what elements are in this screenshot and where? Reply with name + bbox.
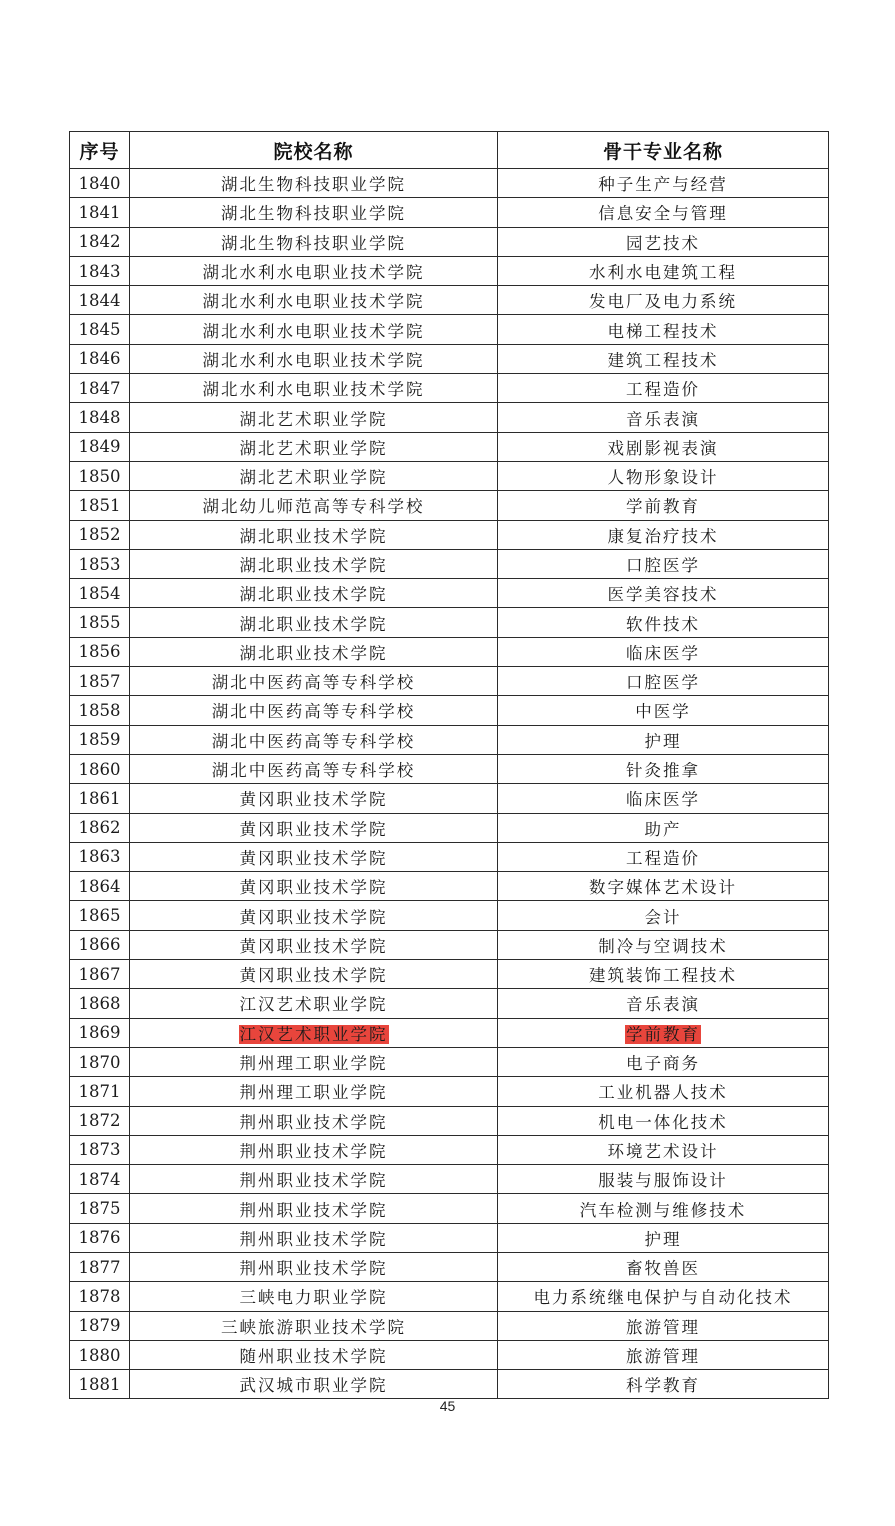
serial-number-cell: 1878 [70, 1282, 130, 1311]
serial-number-cell: 1841 [70, 198, 130, 227]
major-name-cell: 汽车检测与维修技术 [498, 1194, 829, 1223]
school-name-cell: 黄冈职业技术学院 [130, 813, 498, 842]
school-name-cell: 湖北职业技术学院 [130, 579, 498, 608]
table-row [70, 696, 829, 725]
school-name-cell: 荆州理工职业学院 [130, 1047, 498, 1076]
table-row [70, 491, 829, 520]
serial-number-cell: 1865 [70, 901, 130, 930]
major-name-cell: 针灸推拿 [498, 754, 829, 783]
table-row [70, 198, 829, 227]
major-name-cell: 康复治疗技术 [498, 520, 829, 549]
school-name-cell: 湖北水利水电职业技术学院 [130, 344, 498, 373]
table-row [70, 989, 829, 1018]
table-row [70, 461, 829, 490]
major-name-cell: 建筑装饰工程技术 [498, 960, 829, 989]
table-row [70, 1223, 829, 1252]
serial-number-cell: 1842 [70, 227, 130, 256]
school-name-cell: 黄冈职业技术学院 [130, 901, 498, 930]
school-name-cell: 三峡电力职业学院 [130, 1282, 498, 1311]
major-name-cell: 旅游管理 [498, 1340, 829, 1369]
school-name-cell: 三峡旅游职业技术学院 [130, 1311, 498, 1340]
school-name-cell: 湖北水利水电职业技术学院 [130, 286, 498, 315]
serial-number-cell: 1873 [70, 1135, 130, 1164]
table-row [70, 960, 829, 989]
major-name-cell: 信息安全与管理 [498, 198, 829, 227]
table-body [70, 169, 829, 1399]
table-row [70, 227, 829, 256]
serial-number-cell: 1840 [70, 169, 130, 198]
school-name-cell: 荆州职业技术学院 [130, 1106, 498, 1135]
table-row [70, 1252, 829, 1281]
table-row [70, 403, 829, 432]
major-name-cell: 制冷与空调技术 [498, 930, 829, 959]
table-row [70, 432, 829, 461]
major-name-cell: 旅游管理 [498, 1311, 829, 1340]
major-name-cell: 工程造价 [498, 842, 829, 871]
major-name-cell: 护理 [498, 1223, 829, 1252]
major-name-cell: 环境艺术设计 [498, 1135, 829, 1164]
table-row [70, 549, 829, 578]
major-name-cell: 畜牧兽医 [498, 1252, 829, 1281]
serial-number-cell: 1877 [70, 1252, 130, 1281]
header-row [70, 132, 829, 169]
major-name-cell: 戏剧影视表演 [498, 432, 829, 461]
serial-number-cell: 1876 [70, 1223, 130, 1252]
table-row [70, 1047, 829, 1076]
school-name-cell: 黄冈职业技术学院 [130, 842, 498, 871]
school-name-cell: 荆州职业技术学院 [130, 1165, 498, 1194]
school-name-cell: 湖北中医药高等专科学校 [130, 696, 498, 725]
school-name-cell: 荆州职业技术学院 [130, 1223, 498, 1252]
major-name-cell: 电梯工程技术 [498, 315, 829, 344]
school-name-cell: 黄冈职业技术学院 [130, 930, 498, 959]
major-name-cell: 人物形象设计 [498, 461, 829, 490]
highlighted-school-name: 江汉艺术职业学院 [239, 1024, 388, 1044]
table-row [70, 930, 829, 959]
page-number: 45 [439, 1398, 456, 1414]
table-row [70, 1311, 829, 1340]
major-name-cell: 音乐表演 [498, 989, 829, 1018]
school-name-cell: 荆州职业技术学院 [130, 1252, 498, 1281]
serial-number-cell: 1875 [70, 1194, 130, 1223]
serial-number-cell: 1874 [70, 1165, 130, 1194]
serial-number-cell: 1872 [70, 1106, 130, 1135]
major-name-cell: 建筑工程技术 [498, 344, 829, 373]
school-name-cell: 湖北艺术职业学院 [130, 432, 498, 461]
serial-number-cell: 1843 [70, 256, 130, 285]
serial-number-cell: 1845 [70, 315, 130, 344]
major-name-cell: 软件技术 [498, 608, 829, 637]
major-name-cell: 学前教育 [498, 491, 829, 520]
major-name-cell: 服装与服饰设计 [498, 1165, 829, 1194]
table-row [70, 520, 829, 549]
serial-number-cell: 1871 [70, 1077, 130, 1106]
school-name-cell: 湖北艺术职业学院 [130, 403, 498, 432]
table-row [70, 315, 829, 344]
serial-number-cell: 1853 [70, 549, 130, 578]
school-name-cell: 湖北幼儿师范高等专科学校 [130, 491, 498, 520]
table-row [70, 754, 829, 783]
serial-number-cell: 1859 [70, 725, 130, 754]
serial-number-cell: 1848 [70, 403, 130, 432]
major-name-cell: 中医学 [498, 696, 829, 725]
school-name-cell: 湖北职业技术学院 [130, 637, 498, 666]
serial-number-cell: 1867 [70, 960, 130, 989]
major-name-cell: 护理 [498, 725, 829, 754]
school-name-cell: 湖北中医药高等专科学校 [130, 667, 498, 696]
school-name-cell: 湖北职业技术学院 [130, 520, 498, 549]
serial-number-cell: 1844 [70, 286, 130, 315]
table-row [70, 901, 829, 930]
serial-number-cell: 1862 [70, 813, 130, 842]
serial-number-cell: 1879 [70, 1311, 130, 1340]
serial-number-cell: 1856 [70, 637, 130, 666]
table-row [70, 842, 829, 871]
table-row [70, 667, 829, 696]
serial-number-cell: 1863 [70, 842, 130, 871]
header-serial-number: 序号 [70, 132, 130, 169]
serial-number-cell: 1847 [70, 374, 130, 403]
serial-number-cell: 1866 [70, 930, 130, 959]
serial-number-cell: 1880 [70, 1340, 130, 1369]
table-row [70, 1194, 829, 1223]
school-name-cell: 湖北中医药高等专科学校 [130, 754, 498, 783]
school-name-cell: 江汉艺术职业学院 [130, 989, 498, 1018]
school-name-cell: 湖北职业技术学院 [130, 608, 498, 637]
serial-number-cell: 1855 [70, 608, 130, 637]
major-name-cell: 会计 [498, 901, 829, 930]
serial-number-cell: 1854 [70, 579, 130, 608]
major-name-cell: 临床医学 [498, 637, 829, 666]
serial-number-cell: 1858 [70, 696, 130, 725]
school-name-cell: 荆州理工职业学院 [130, 1077, 498, 1106]
school-name-cell: 黄冈职业技术学院 [130, 960, 498, 989]
serial-number-cell: 1860 [70, 754, 130, 783]
major-name-cell: 工业机器人技术 [498, 1077, 829, 1106]
table-row [70, 608, 829, 637]
major-name-cell: 音乐表演 [498, 403, 829, 432]
table-row [70, 725, 829, 754]
major-name-cell: 口腔医学 [498, 549, 829, 578]
school-name-cell: 湖北水利水电职业技术学院 [130, 315, 498, 344]
major-name-cell: 电子商务 [498, 1047, 829, 1076]
table-row [70, 1370, 829, 1399]
serial-number-cell: 1881 [70, 1370, 130, 1399]
school-name-cell: 湖北水利水电职业技术学院 [130, 256, 498, 285]
major-name-cell: 助产 [498, 813, 829, 842]
serial-number-cell: 1850 [70, 461, 130, 490]
major-name-cell: 口腔医学 [498, 667, 829, 696]
major-name-cell: 机电一体化技术 [498, 1106, 829, 1135]
header-major-name: 骨干专业名称 [498, 132, 829, 169]
serial-number-cell: 1864 [70, 872, 130, 901]
table-row [70, 813, 829, 842]
serial-number-cell: 1868 [70, 989, 130, 1018]
major-name-cell: 种子生产与经营 [498, 169, 829, 198]
school-name-cell: 黄冈职业技术学院 [130, 784, 498, 813]
school-name-cell: 随州职业技术学院 [130, 1340, 498, 1369]
highlighted-major-name: 学前教育 [626, 1024, 700, 1044]
table-row [70, 784, 829, 813]
school-name-cell: 武汉城市职业学院 [130, 1370, 498, 1399]
major-name-cell: 科学教育 [498, 1370, 829, 1399]
table-row [70, 1077, 829, 1106]
major-name-cell: 临床医学 [498, 784, 829, 813]
major-name-cell: 水利水电建筑工程 [498, 256, 829, 285]
school-name-cell: 湖北中医药高等专科学校 [130, 725, 498, 754]
major-name-cell: 电力系统继电保护与自动化技术 [498, 1282, 829, 1311]
school-name-cell: 湖北职业技术学院 [130, 549, 498, 578]
school-name-cell: 黄冈职业技术学院 [130, 872, 498, 901]
table-row [70, 1340, 829, 1369]
major-name-cell [498, 1018, 829, 1047]
serial-number-cell: 1849 [70, 432, 130, 461]
serial-number-cell: 1852 [70, 520, 130, 549]
major-name-cell: 工程造价 [498, 374, 829, 403]
table-row [70, 1282, 829, 1311]
table-row [70, 637, 829, 666]
major-name-cell: 发电厂及电力系统 [498, 286, 829, 315]
table-row [70, 374, 829, 403]
table-row [70, 286, 829, 315]
serial-number-cell: 1861 [70, 784, 130, 813]
serial-number-cell: 1851 [70, 491, 130, 520]
table-row [70, 1135, 829, 1164]
table-row [70, 579, 829, 608]
header-school-name: 院校名称 [130, 132, 498, 169]
school-major-table [69, 131, 829, 1399]
school-name-cell: 湖北生物科技职业学院 [130, 169, 498, 198]
table-row [70, 1018, 829, 1047]
table-row [70, 169, 829, 198]
school-name-cell: 湖北生物科技职业学院 [130, 198, 498, 227]
table-row [70, 1106, 829, 1135]
table-row [70, 1165, 829, 1194]
school-name-cell: 湖北生物科技职业学院 [130, 227, 498, 256]
major-name-cell: 医学美容技术 [498, 579, 829, 608]
table-header [70, 132, 829, 169]
school-name-cell: 荆州职业技术学院 [130, 1135, 498, 1164]
major-name-cell: 数字媒体艺术设计 [498, 872, 829, 901]
serial-number-cell: 1869 [70, 1018, 130, 1047]
serial-number-cell: 1870 [70, 1047, 130, 1076]
table-row [70, 256, 829, 285]
school-name-cell [130, 1018, 498, 1047]
table-row [70, 872, 829, 901]
table-row [70, 344, 829, 373]
serial-number-cell: 1846 [70, 344, 130, 373]
major-name-cell: 园艺技术 [498, 227, 829, 256]
school-name-cell: 湖北艺术职业学院 [130, 461, 498, 490]
school-name-cell: 湖北水利水电职业技术学院 [130, 374, 498, 403]
school-name-cell: 荆州职业技术学院 [130, 1194, 498, 1223]
serial-number-cell: 1857 [70, 667, 130, 696]
